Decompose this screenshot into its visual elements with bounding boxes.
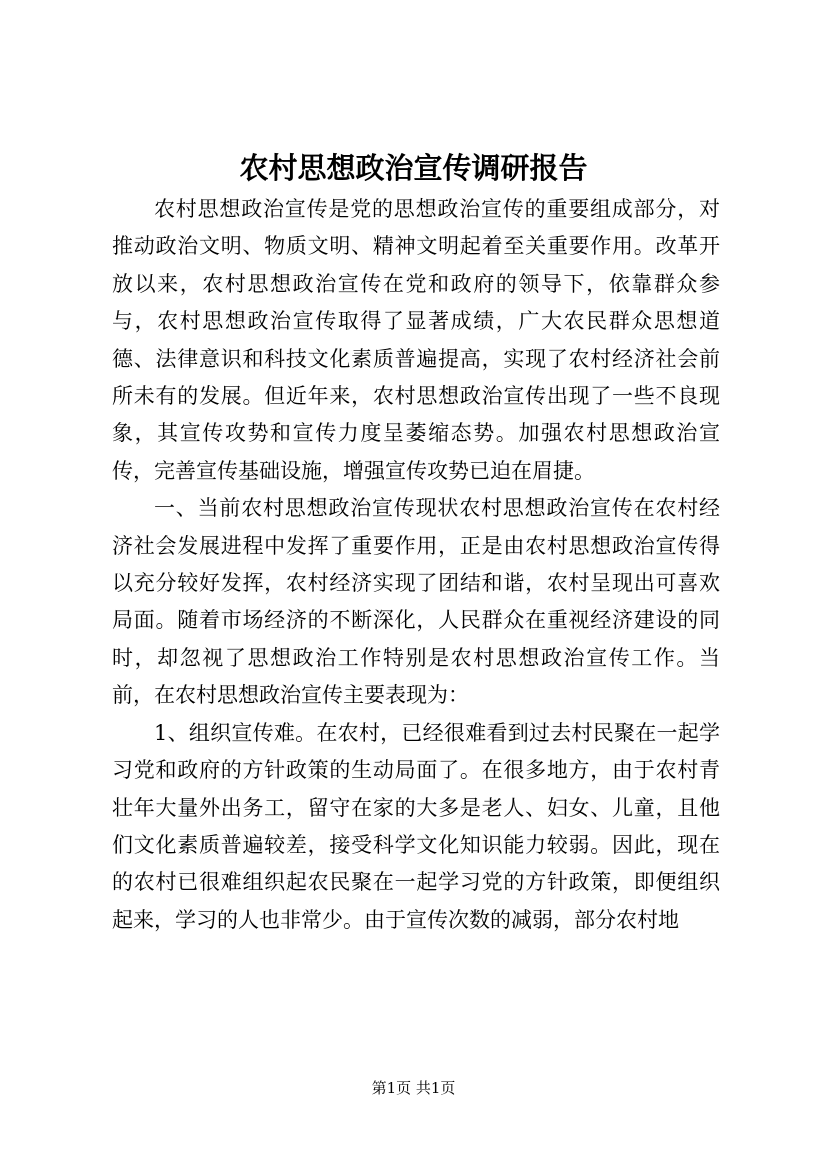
document-title: 农村思想政治宣传调研报告 [239, 151, 588, 185]
document-body [112, 191, 720, 939]
paragraph-intro: 农村思想政治宣传是党的思想政治宣传的重要组成部分，对推动政治文明、物质文明、精神文明起着至关重要作用。改革开放以来，农村思想政治宣传在党和政府的领导下，依靠群众参与，农村思想政治宣传取得了显著成绩，广大农民群众思想道德、法律意识和科技文化素质普遍提高，实现了农村经济社会前所未有的发展。但近年来，农村思想政治宣传出现了一些不良现象，其宣传攻势和宣传力度呈萎缩态势。加强农村思想政治宣传，完善宣传基础设施，增强宣传攻势已迫在眉捷。 [112, 197, 720, 483]
page-footer [0, 1078, 827, 1098]
page-number: 第1页 共1页 [371, 1079, 456, 1097]
paragraph-section-1: 一、当前农村思想政治宣传现状农村思想政治宣传在农村经济社会发展进程中发挥了重要作用，正是由农村思想政治宣传得以充分较好发挥，农村经济实现了团结和谐，农村呈现出可喜欢局面。随着市场经济的不断深化，人民群众在重视经济建设的同时，却忽视了思想政治工作特别是农村思想政治宣传工作。当前，在农村思想政治宣传主要表现为： [112, 496, 720, 708]
paragraph-item-1: 1、组织宣传难。在农村，已经很难看到过去村民聚在一起学习党和政府的方针政策的生动局面了。在很多地方，由于农村青壮年大量外出务工，留守在家的大多是老人、妇女、儿童，且他们文化素质普遍较差，接受科学文化知识能力较弱。因此，现在的农村已很难组织起农民聚在一起学习党的方针政策，即便组织起来，学习的人也非常少。由于宣传次数的减弱，部分农村地 [112, 720, 720, 932]
